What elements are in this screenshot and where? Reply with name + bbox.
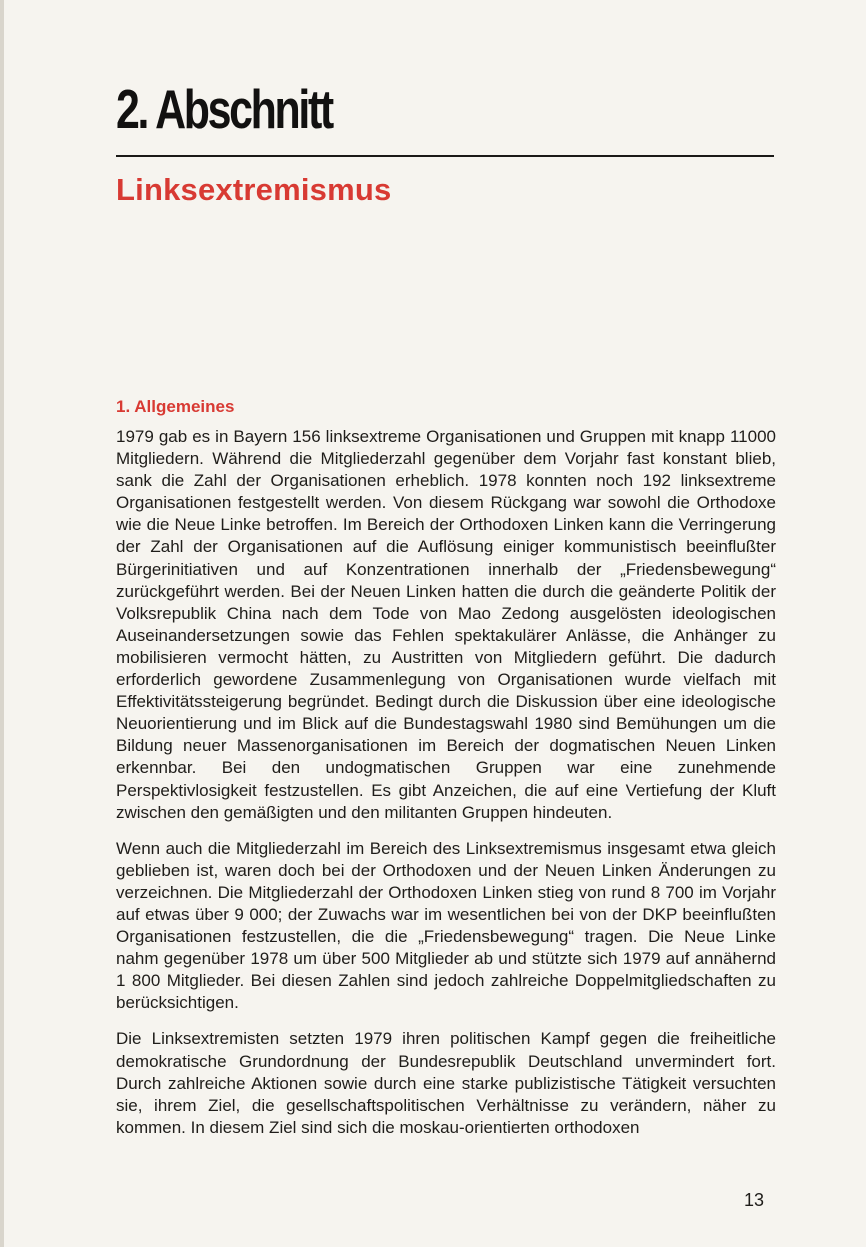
body-text — [116, 426, 776, 1153]
heading-divider — [116, 155, 774, 157]
paragraph-3: Die Linksextremisten setzten 1979 ihren politischen Kampf gegen die freiheitliche demokratische Grundordnung der Bundesrepublik Deutschland unvermindert fort. Durch zahlreiche Aktionen sowie durch eine starke publizistische Tätigkeit versuchten sie, ihrem Ziel, die gesellschaftspolitischen Verhältnisse zu verändern, näher zu kommen. In diesem Ziel sind sich die moskau-orientierten orthodoxen — [116, 1029, 776, 1137]
page-number: 13 — [744, 1190, 765, 1210]
subsection-title: 1. Allgemeines — [116, 397, 235, 416]
paragraph-1: 1979 gab es in Bayern 156 linksextreme Organisationen und Gruppen mit knapp 11000 Mitgliedern. Während die Mitgliederzahl gegenüber dem Vorjahr fast konstant blieb, sank die Zahl der Organisationen erheblich. 1978 konnten noch 192 linksextreme Organisationen festgestellt werden. Von diesem Rückgang war sowohl die Orthodoxe wie die Neue Linke betroffen. Im Bereich der Orthodoxen Linken kann die Verringerung der Zahl der Organisationen auf die Auflösung einiger kommunistisch beeinflußter Bürgerinitiativen und auf Konzentrationen innerhalb der „Friedensbewegung“ zurückgeführt werden. Bei der Neuen Linken hatten die durch die geänderte Politik der Volksrepublik China nach dem Tode von Mao Zedong ausgelösten ideologischen Auseinandersetzungen sowie das Fehlen spektakulärer Anlässe, die Anhänger zu mobilisieren vermocht hätten, zu Austritten von Mitgliedern geführt. Die dadurch erforderlich gewordene Zusammenlegung von Organisationen wurde vielfach mit Effektivitätssteigerung begründet. Bedingt durch die Diskussion über eine ideologische Neuorientierung und im Blick auf die Bundestagswahl 1980 sind Bemühungen um die Bildung neuer Massenorganisationen im Bereich der dogmatischen Neuen Linken erkennbar. Bei den undogmatischen Gruppen war eine zunehmende Perspektivlosigkeit festzustellen. Es gibt Anzeichen, die auf eine Vertiefung der Kluft zwischen den gemäßigten und den militanten Gruppen hindeuten. — [116, 427, 776, 822]
chapter-title: Linksextremismus — [116, 172, 392, 207]
section-heading: 2. Abschnitt — [116, 78, 332, 140]
page-edge — [0, 0, 4, 1247]
paragraph-2: Wenn auch die Mitgliederzahl im Bereich des Linksextremismus insgesamt etwa gleich geblieben ist, waren doch bei der Orthodoxen und der Neuen Linken Änderungen zu verzeichnen. Die Mitgliederzahl der Orthodoxen Linken stieg von rund 8 700 im Vorjahr auf etwas über 9 000; der Zuwachs war im wesentlichen bei von der DKP beeinflußten Organisationen festzustellen, die die „Friedensbewegung“ tragen. Die Neue Linke nahm gegenüber 1978 um über 500 Mitglieder ab und stützte sich 1979 auf annähernd 1 800 Mitglieder. Bei diesen Zahlen sind jedoch zahlreiche Doppelmitgliedschaften zu berücksichtigen. — [116, 838, 776, 1013]
